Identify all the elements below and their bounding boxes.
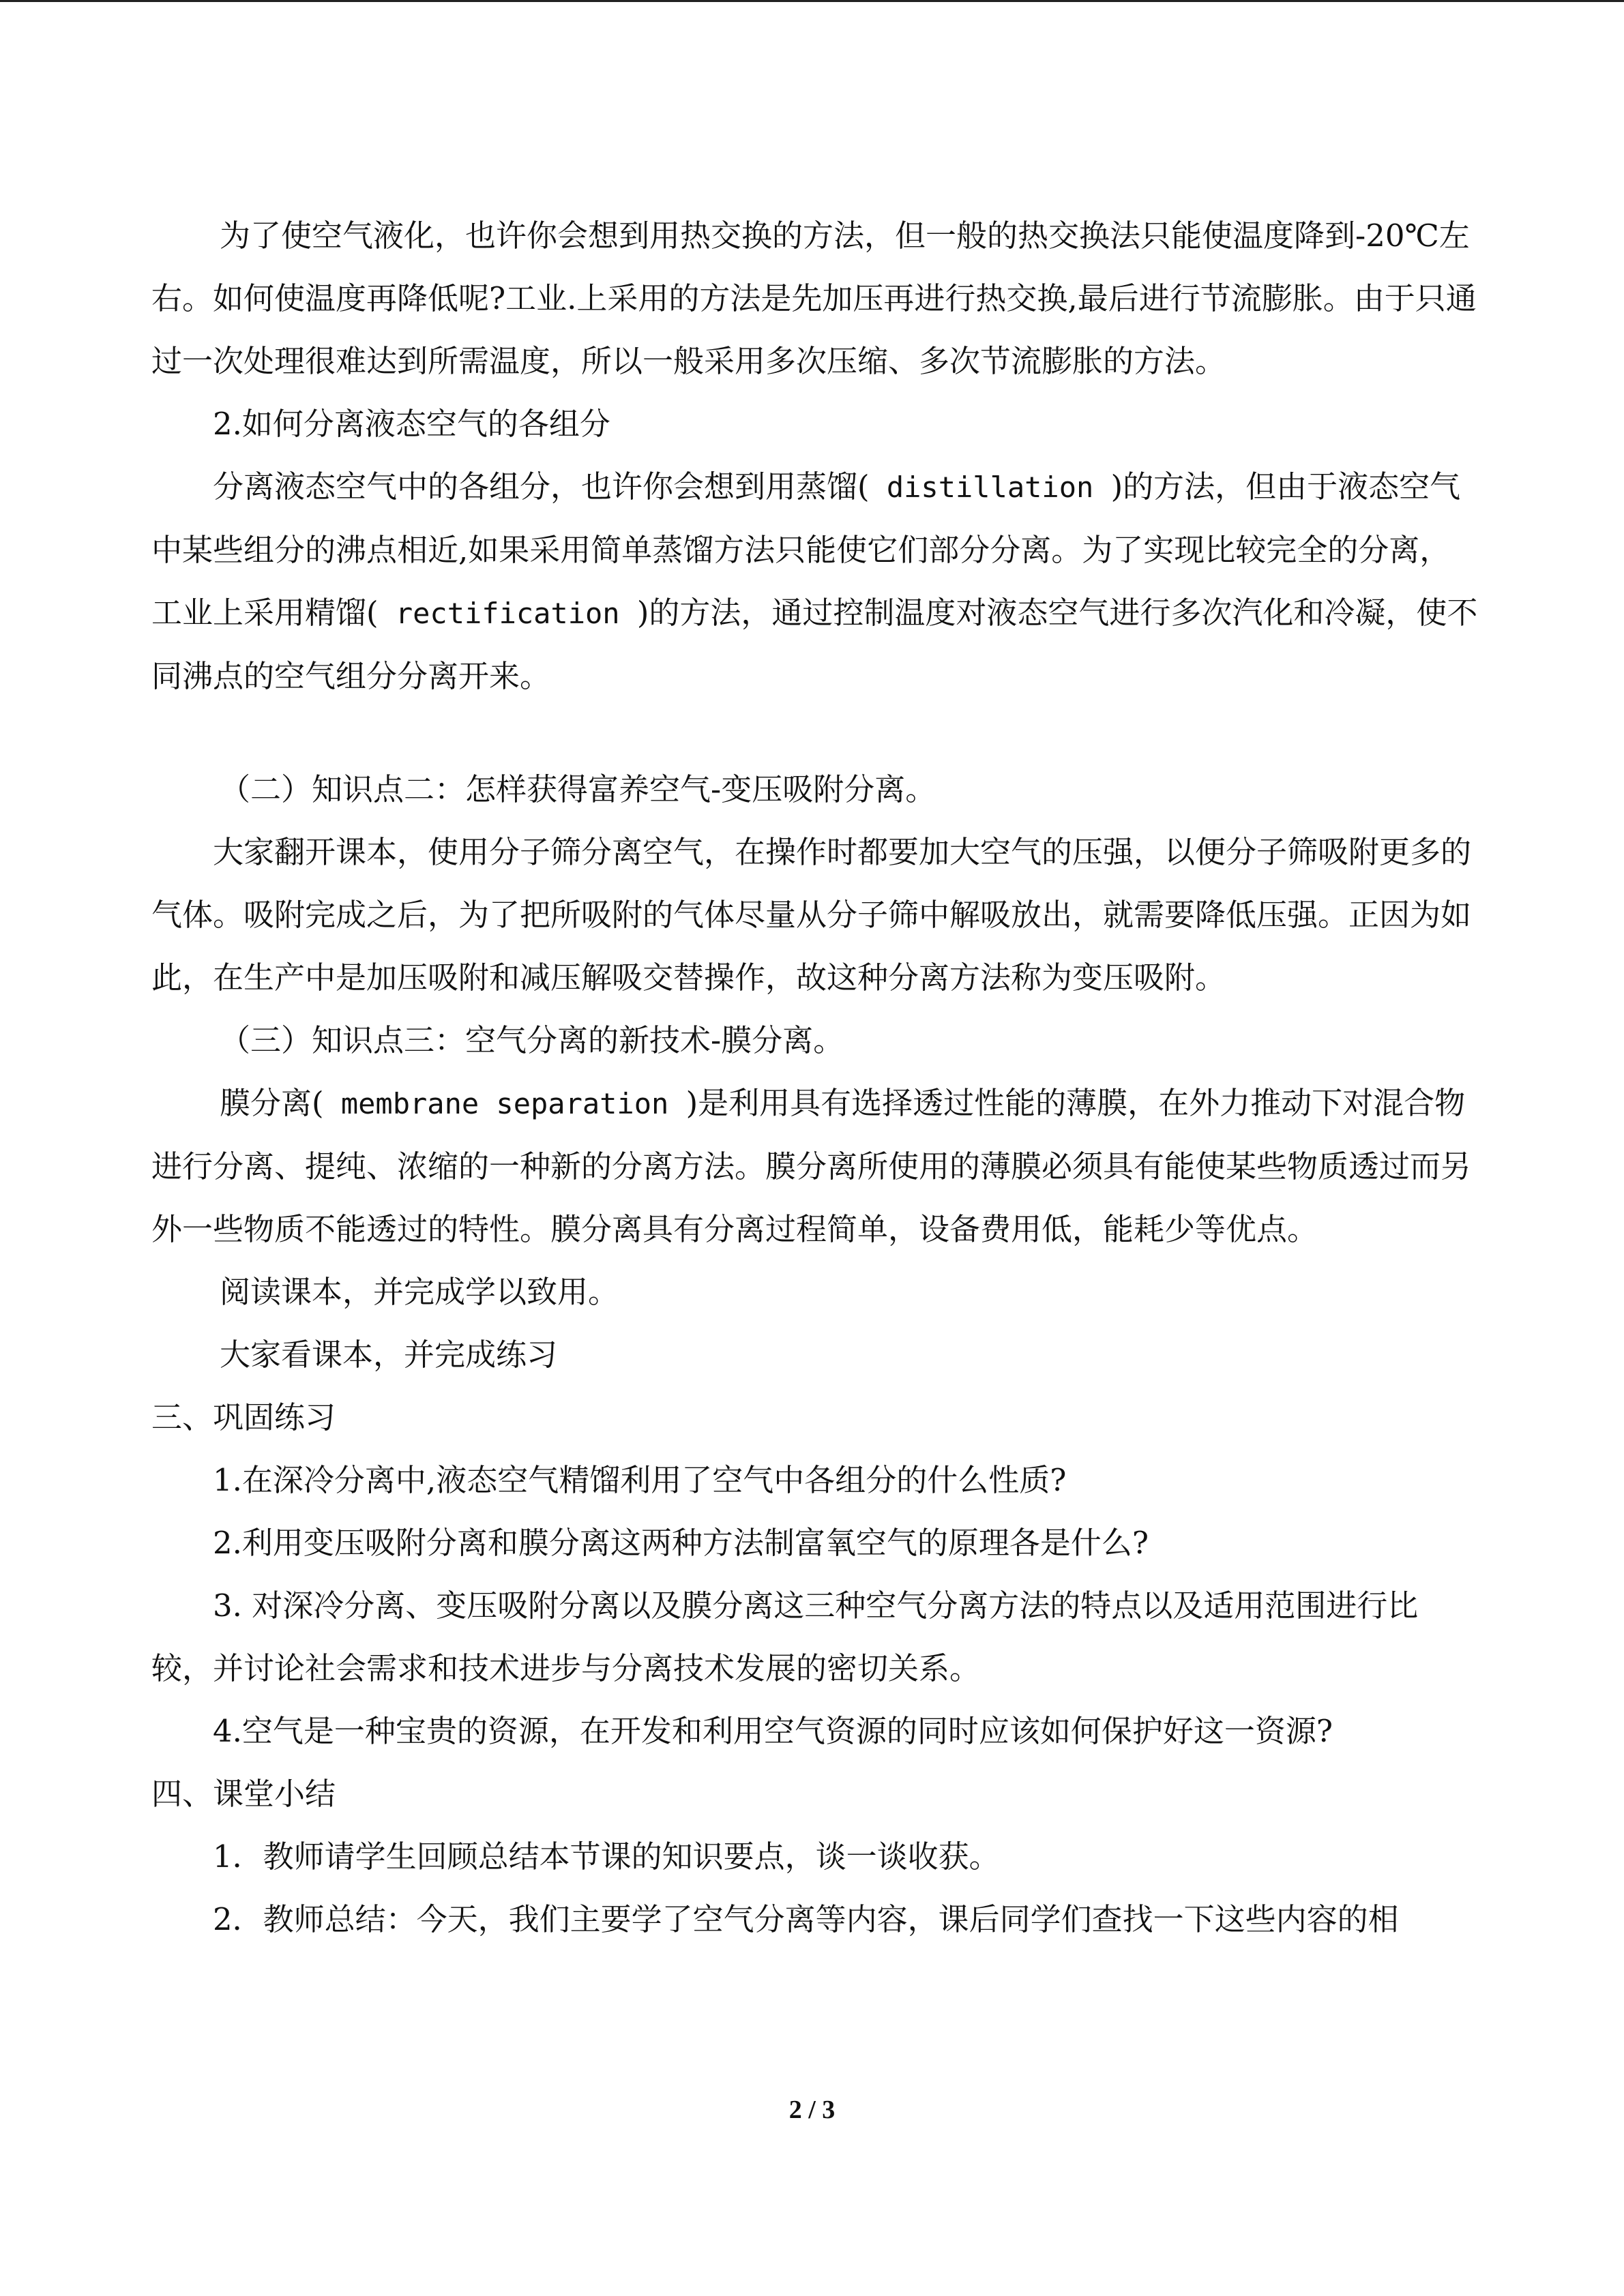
paragraph-distillation-part1: 分离液态空气中的各组分，也许你会想到用蒸馏(	[213, 468, 870, 505]
section-title-summary: 四、课堂小结	[151, 1776, 336, 1812]
summary-item-2: 2．教师总结：今天，我们主要学了空气分离等内容，课后同学们查找一下这些内容的相	[213, 1901, 1399, 1937]
paragraph-liquefaction: 为了使空气液化，也许你会想到用热交换的方法，但一般的热交换法只能使温度降到-20℃左右。如何使温度再降低呢?工业.上采用的方法是先加压再进行热交换,最后进行节流膨胀。由于只通过一次处理很难达到所需温度，所以一般采用多次压缩、多次节流膨胀的方法。	[151, 218, 1477, 379]
paragraph-read-textbook: 阅读课本，并完成学以致用。	[220, 1274, 619, 1310]
paragraph-do-exercises: 大家看课本，并完成练习	[220, 1337, 558, 1373]
paragraph-distillation	[151, 456, 1478, 708]
term-rectification: rectification	[378, 597, 637, 630]
question-3: 3. 对深冷分离、变压吸附分离以及膜分离这三种空气分离方法的特点以及适用范围进行比较，并讨论社会需求和技术进步与分离技术发展的密切关系。	[151, 1587, 1419, 1686]
paragraph-distillation-part2: )的方法，但由于液态空气中某些组分的沸点相近,如果采用简单蒸馏方法只能使它们部分分离。为了实现比较完全的分离，工业上采用精馏(	[151, 468, 1461, 631]
question-2: 2.利用变压吸附分离和膜分离这两种方法制富氧空气的原理各是什么?	[213, 1525, 1149, 1561]
paragraph-membrane-part1: 膜分离(	[220, 1085, 324, 1121]
page-top-border	[0, 0, 1624, 2]
section-title-knowledge-3: （三）知识点三：空气分离的新技术-膜分离。	[220, 1022, 844, 1058]
page-number: 2 / 3	[788, 2096, 836, 2124]
paragraph-membrane-part2: )是利用具有选择透过性能的薄膜，在外力推动下对混合物进行分离、提纯、浓缩的一种新的分离方法。膜分离所使用的薄膜必须具有能使某些物质透过而另外一些物质不能透过的特性。膜分离具有分离过程简单，设备费用低，能耗少等优点。	[151, 1085, 1472, 1247]
section-title-practice: 三、巩固练习	[151, 1399, 336, 1435]
subheading-separation: 2.如何分离液态空气的各组分	[213, 406, 610, 442]
section-title-knowledge-2: （二）知识点二：怎样获得富养空气-变压吸附分离。	[220, 771, 936, 807]
document-body	[151, 205, 1478, 1951]
paragraph-pressure-swing: 大家翻开课本，使用分子筛分离空气，在操作时都要加大空气的压强，以便分子筛吸附更多的气体。吸附完成之后，为了把所吸附的气体尽量从分子筛中解吸放出，就需要降低压强。正因为如此，在生产中是加压吸附和减压解吸交替操作，故这种分离方法称为变压吸附。	[151, 834, 1472, 996]
term-membrane-separation: membrane separation	[323, 1087, 686, 1120]
question-4: 4.空气是一种宝贵的资源，在开发和利用空气资源的同时应该如何保护好这一资源?	[213, 1713, 1333, 1749]
term-distillation: distillation	[869, 471, 1111, 504]
paragraph-membrane	[151, 1072, 1478, 1261]
summary-item-1: 1．教师请学生回顾总结本节课的知识要点，谈一谈收获。	[213, 1838, 1000, 1875]
paragraph-distillation-part3: )的方法，通过控制温度对液态空气进行多次汽化和冷凝，使不同沸点的空气组分分离开来。	[151, 595, 1478, 694]
blank-line	[151, 708, 1478, 758]
question-1: 1.在深冷分离中,液态空气精馏利用了空气中各组分的什么性质?	[213, 1462, 1067, 1498]
